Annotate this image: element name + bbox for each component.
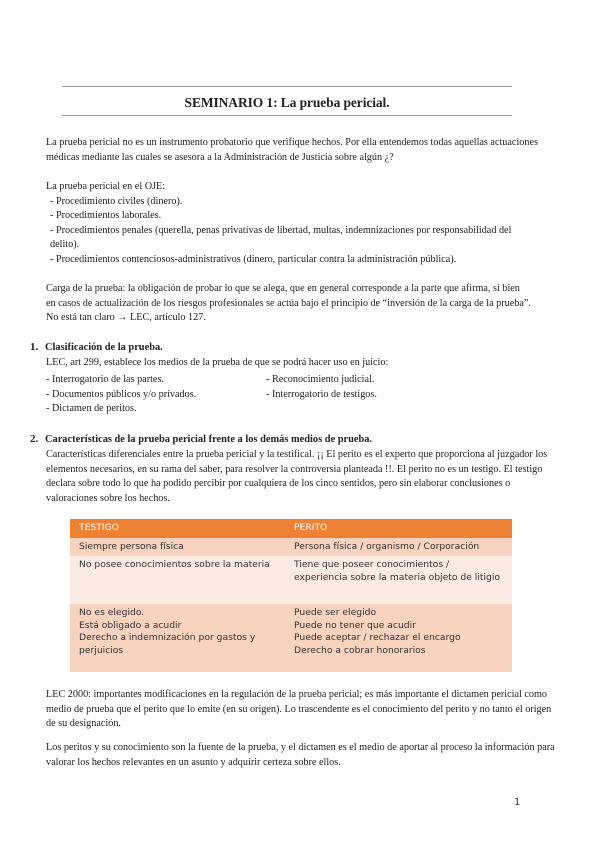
table-cell [70, 604, 285, 671]
page-title: SEMINARIO 1: La prueba pericial. [184, 95, 390, 110]
title-rule [62, 115, 512, 116]
table-cell: Siempre persona física [70, 538, 285, 557]
carga-line-3: No está tan claro → LEC, artículo 127. [46, 312, 206, 324]
section-2-number: 2. [30, 433, 39, 445]
oje-list [46, 195, 558, 268]
page-number: 1 [514, 797, 521, 808]
list-item: - Procedimientos laborales. [50, 210, 162, 222]
section-2-title: Características de la prueba pericial frente a los demás medios de prueba. [45, 434, 373, 445]
header-perito: PERITO [285, 519, 512, 538]
medios-column-1 [46, 373, 256, 417]
table-row [70, 556, 512, 604]
list-item: - Dictamen de peritos. [46, 403, 137, 415]
table-row [70, 538, 512, 557]
closing-paragraph: Los peritos y su conocimiento son la fuente de la prueba, y el dictamen es el medio de aportar al proceso la información para valorar los hechos relevantes en un asunto y adquirir certeza sobre ellos. [46, 742, 555, 768]
oje-block [46, 180, 558, 268]
cell-line: Derecho a indemnización por gastos y perjuicios [79, 632, 256, 656]
table-cell [285, 604, 512, 671]
list-item: delito). [50, 239, 80, 251]
oje-heading: La prueba pericial en el OJE: [46, 181, 166, 192]
intro-paragraph: La prueba pericial no es un instrumento probatorio que verifique hechos. Por ella entendemos todas aquellas actuaciones médicas mediante las cuales se asesora a la Administración de Justicia sobre algún ¿? [46, 137, 538, 163]
section-1-number: 1. [30, 341, 39, 353]
section-1-lead: LEC, art 299, establece los medios de la prueba de que se podrá hacer uso en juicio: [46, 357, 389, 368]
cell-line: Puede ser elegido [294, 607, 377, 619]
list-item: - Procedimientos penales (querella, penas privativas de libertad, multas, indemnizaciones por responsabilidad del [50, 224, 512, 236]
testigo-perito-table [70, 519, 512, 672]
list-item: - Procedimientos contenciosos-administrativos (dinero, particular contra la administración pública). [50, 253, 457, 265]
cell-line: Derecho a cobrar honorarios [294, 644, 426, 656]
list-item: - Interrogatorio de testigos. [266, 388, 377, 400]
cell-line: No es elegido. [79, 607, 145, 619]
table-header-row [70, 519, 512, 538]
header-testigo: TESTIGO [70, 519, 285, 538]
cell-line: Está obligado a acudir [79, 619, 182, 631]
list-item: - Documentos públicos y/o privados. [46, 388, 197, 400]
cell-line: Puede aceptar / rechazar el encargo [294, 632, 461, 644]
carga-line-1: Carga de la prueba: la obligación de probar lo que se alega, que en general corresponde a la parte que afirma, si bien [46, 283, 520, 294]
lec2000-paragraph: LEC 2000: importantes modificaciones en la regulación de la prueba pericial; es más importante el dictamen pericial como medio de prueba que el perito que lo emite (en su origen). Lo trascendente es el conocimiento del perito y no tanto el origen de su designación. [46, 689, 552, 730]
list-item: - Interrogatorio de las partes. [46, 374, 164, 385]
carga-paragraph [46, 282, 558, 326]
top-rule [62, 86, 512, 87]
section-1-title: Clasificación de la prueba. [45, 342, 163, 353]
medios-column-2 [266, 373, 466, 402]
carga-line-2: en casos de actualización de los riesgos profesionales se actúa bajo el principio de “inversión de la carga de la prueba”. [46, 297, 531, 309]
table-cell: Persona física / organismo / Corporación [285, 538, 512, 557]
section-1-heading [30, 341, 163, 353]
table-cell: No posee conocimientos sobre la materia [70, 556, 285, 604]
list-item: - Procedimiento civiles (dinero). [50, 195, 183, 207]
table-row [70, 604, 512, 671]
section-2-paragraph: Características diferenciales entre la prueba pericial y la testifical. ¡¡ El perito es el experto que proporciona al juzgador los elementos necesarios, en su rama del saber, para resolver la controversia planteada !!. El perito no es un testigo. El testigo declara sobre todo lo que ha podido percibir por cualquiera de los cinco sentidos, pero sin elaborar conclusiones o valoraciones sobre los hechos. [46, 449, 548, 504]
table-cell: Tiene que poseer conocimientos / experiencia sobre la materia objeto de litigio [285, 556, 512, 604]
section-2-heading [30, 433, 372, 445]
list-item: - Reconocimiento judicial. [266, 374, 375, 385]
cell-line: Puede no tener que acudir [294, 619, 416, 631]
